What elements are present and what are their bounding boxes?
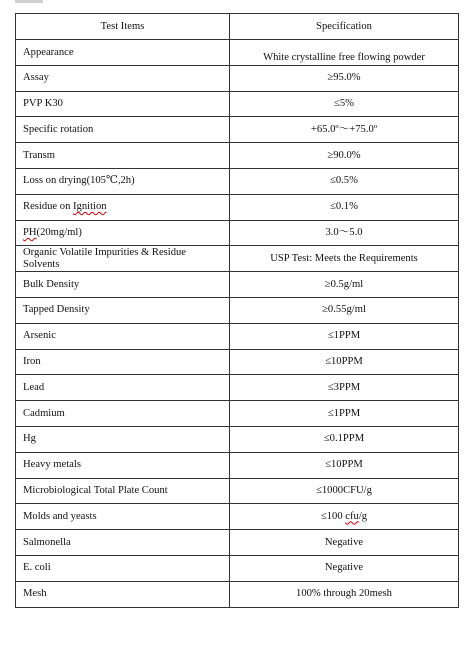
table-row <box>16 272 459 298</box>
table-row <box>16 168 459 194</box>
row-cadmium-spec: ≤1PPM <box>230 401 459 427</box>
table-row <box>16 452 459 478</box>
header-specification: Specification <box>230 14 459 40</box>
table-row <box>16 91 459 117</box>
row-ecoli-item: E. coli <box>16 555 230 581</box>
row-transm-spec: ≥90.0% <box>230 143 459 169</box>
row-mesh-item: Mesh <box>16 581 230 607</box>
row-pvp-spec: ≤5% <box>230 91 459 117</box>
header-test-items: Test Items <box>16 14 230 40</box>
row-tapped-density-spec: ≥0.55g/ml <box>230 297 459 323</box>
table-row <box>16 504 459 530</box>
row-heavy-metals-spec: ≤10PPM <box>230 452 459 478</box>
row-arsenic-spec: ≤1PPM <box>230 323 459 349</box>
row-appearance-item: Appearance <box>16 40 230 66</box>
ph-text: (20mg/ml) <box>36 226 82 238</box>
row-pvp-item: PVP K30 <box>16 91 230 117</box>
row-assay-spec: ≥95.0% <box>230 65 459 91</box>
row-heavy-metals-item: Heavy metals <box>16 452 230 478</box>
row-hg-spec: ≤0.1PPM <box>230 426 459 452</box>
table-row <box>16 581 459 607</box>
row-mesh-spec: 100% through 20mesh <box>230 581 459 607</box>
row-molds-yeasts-spec <box>230 504 459 530</box>
molds-unit: /g <box>358 510 368 522</box>
row-salmonella-item: Salmonella <box>16 530 230 556</box>
spellcheck-word: PH <box>23 226 37 238</box>
molds-value: ≤100 <box>320 510 346 522</box>
table-row <box>16 323 459 349</box>
row-tapped-density-item: Tapped Density <box>16 297 230 323</box>
row-assay-item: Assay <box>16 65 230 91</box>
row-ph-item <box>16 220 230 246</box>
row-iron-item: Iron <box>16 349 230 375</box>
row-salmonella-spec: Negative <box>230 530 459 556</box>
table-row <box>16 143 459 169</box>
row-organic-volatile-item: Organic Volatile Impurities & Residue Solvents <box>16 246 230 272</box>
row-molds-yeasts-item: Molds and yeasts <box>16 504 230 530</box>
row-appearance-spec: White crystalline free flowing powder <box>230 40 459 66</box>
row-ecoli-spec: Negative <box>230 555 459 581</box>
spellcheck-word: cfu <box>345 510 359 522</box>
row-ph-spec: 3.0～5.0 <box>230 220 459 246</box>
row-organic-volatile-spec: USP Test: Meets the Requirements <box>230 246 459 272</box>
residue-text: Residue on <box>23 201 74 213</box>
table-row <box>16 40 459 66</box>
specification-table <box>15 13 459 608</box>
row-bulk-density-item: Bulk Density <box>16 272 230 298</box>
table-header-row <box>16 14 459 40</box>
table-row <box>16 401 459 427</box>
row-cadmium-item: Cadmium <box>16 401 230 427</box>
table-row <box>16 220 459 246</box>
row-residue-spec: ≤0.1% <box>230 194 459 220</box>
row-plate-count-spec: ≤1000CFU/g <box>230 478 459 504</box>
row-plate-count-item: Microbiological Total Plate Count <box>16 478 230 504</box>
table-row <box>16 117 459 143</box>
table-row <box>16 194 459 220</box>
row-hg-item: Hg <box>16 426 230 452</box>
table-row <box>16 375 459 401</box>
table-row <box>16 478 459 504</box>
row-lead-item: Lead <box>16 375 230 401</box>
row-loss-on-drying-item: Loss on drying(105℃,2h) <box>16 168 230 194</box>
row-bulk-density-spec: ≥0.5g/ml <box>230 272 459 298</box>
row-arsenic-item: Arsenic <box>16 323 230 349</box>
row-residue-item <box>16 194 230 220</box>
table-row <box>16 426 459 452</box>
table-row <box>16 555 459 581</box>
row-transm-item: Transm <box>16 143 230 169</box>
top-edge-mark <box>15 0 43 3</box>
table-row <box>16 65 459 91</box>
row-loss-on-drying-spec: ≤0.5% <box>230 168 459 194</box>
row-rotation-item: Specific rotation <box>16 117 230 143</box>
row-rotation-spec: +65.0º～+75.0º <box>230 117 459 143</box>
table-row <box>16 530 459 556</box>
row-lead-spec: ≤3PPM <box>230 375 459 401</box>
table-row <box>16 349 459 375</box>
table-row <box>16 297 459 323</box>
spellcheck-word: Ignition <box>73 201 107 213</box>
table-row <box>16 246 459 272</box>
row-iron-spec: ≤10PPM <box>230 349 459 375</box>
